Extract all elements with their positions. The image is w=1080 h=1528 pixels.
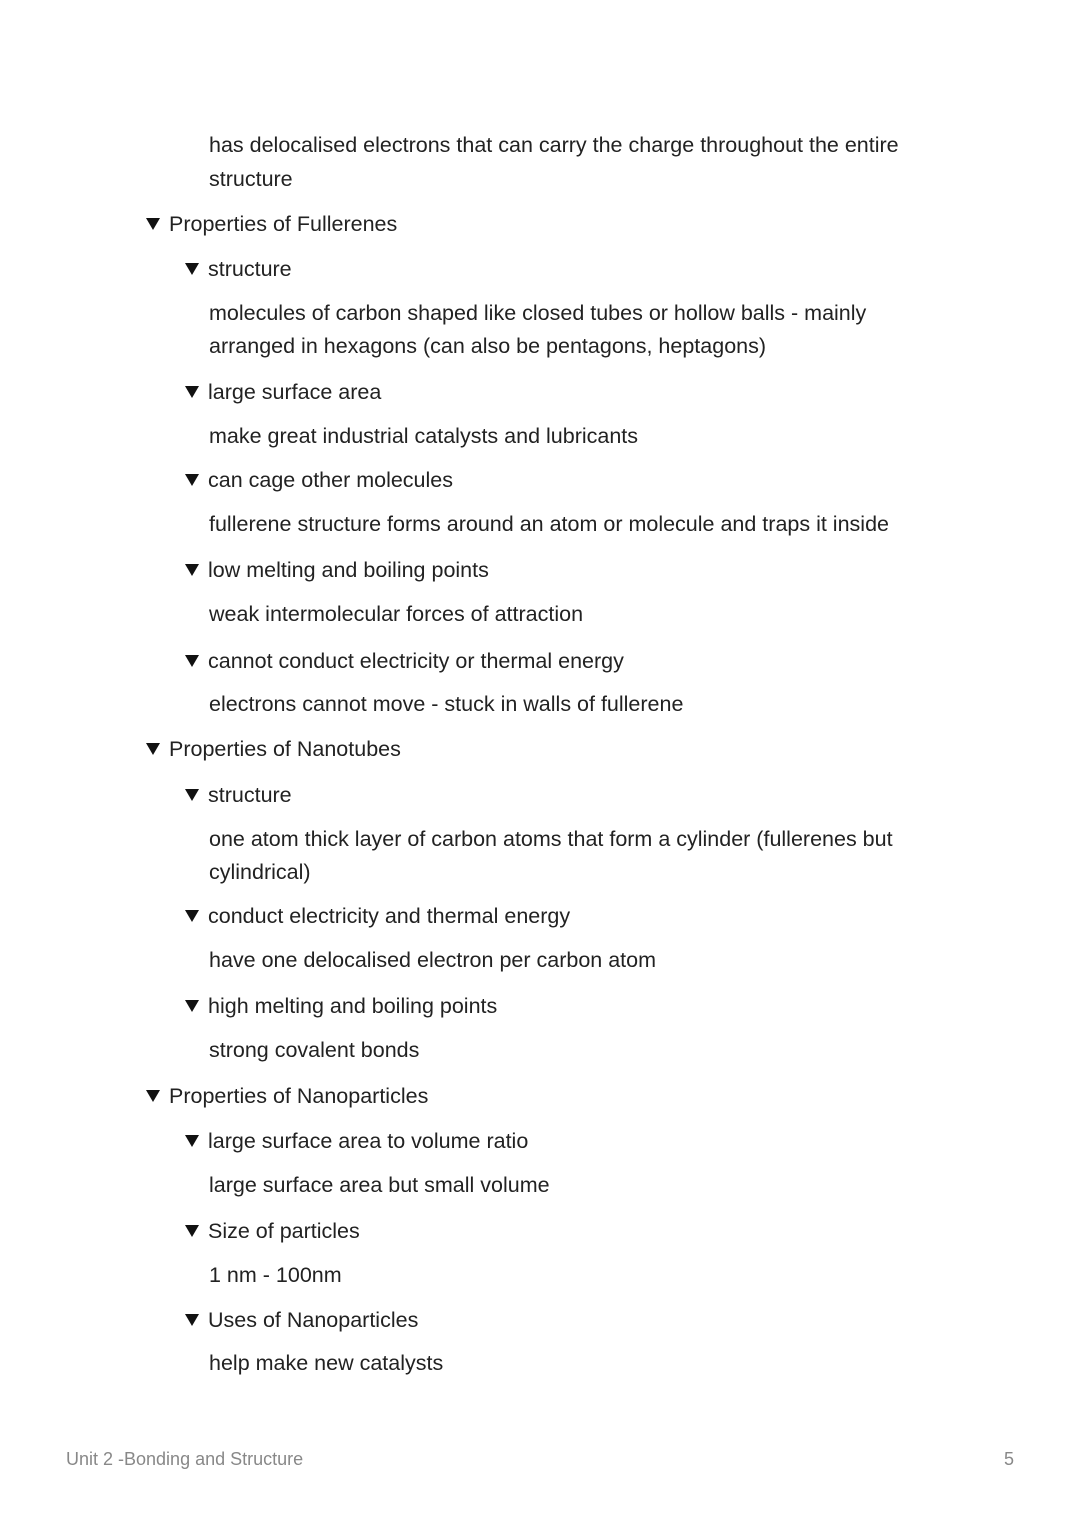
- collapse-triangle-icon[interactable]: [146, 218, 160, 230]
- collapse-triangle-icon[interactable]: [185, 1000, 199, 1012]
- collapse-triangle-icon[interactable]: [146, 1090, 160, 1102]
- continuation-text-line-1: has delocalised electrons that can carry the charge throughout the entire: [209, 133, 899, 157]
- item-description: electrons cannot move - stuck in walls of fullerene: [209, 692, 684, 716]
- item-description: strong covalent bonds: [209, 1038, 420, 1062]
- item-description: fullerene structure forms around an atom or molecule and traps it inside: [209, 512, 889, 536]
- toggle-item-label: conduct electricity and thermal energy: [208, 904, 571, 928]
- item-description: molecules of carbon shaped like closed tubes or hollow balls - mainly: [209, 301, 867, 325]
- item-description: 1 nm - 100nm: [209, 1263, 342, 1287]
- item-description: have one delocalised electron per carbon atom: [209, 948, 657, 972]
- collapse-triangle-icon[interactable]: [185, 910, 199, 922]
- footer-page-number: 5: [1004, 1449, 1015, 1469]
- toggle-item-label: large surface area: [208, 380, 382, 404]
- collapse-triangle-icon[interactable]: [185, 789, 199, 801]
- collapse-triangle-icon[interactable]: [185, 655, 199, 667]
- item-description: weak intermolecular forces of attraction: [209, 602, 584, 626]
- collapse-triangle-icon[interactable]: [185, 263, 199, 275]
- collapse-triangle-icon[interactable]: [146, 743, 160, 755]
- toggle-item-label: Size of particles: [208, 1219, 360, 1243]
- collapse-triangle-icon[interactable]: [185, 386, 199, 398]
- item-description: make great industrial catalysts and lubricants: [209, 424, 639, 448]
- item-description: large surface area but small volume: [209, 1173, 550, 1197]
- item-description: help make new catalysts: [209, 1351, 444, 1375]
- toggle-item-label: can cage other molecules: [208, 468, 454, 492]
- section-title: Properties of Nanotubes: [169, 737, 401, 761]
- collapse-triangle-icon[interactable]: [185, 1314, 199, 1326]
- footer-unit-title: Unit 2 -Bonding and Structure: [66, 1449, 304, 1469]
- toggle-item-label: structure: [208, 257, 292, 281]
- collapse-triangle-icon[interactable]: [185, 1225, 199, 1237]
- toggle-item-label: structure: [208, 783, 292, 807]
- toggle-item-label: large surface area to volume ratio: [208, 1129, 529, 1153]
- toggle-item-label: high melting and boiling points: [208, 994, 498, 1018]
- collapse-triangle-icon[interactable]: [185, 474, 199, 486]
- collapse-triangle-icon[interactable]: [185, 1135, 199, 1147]
- section-title: Properties of Nanoparticles: [169, 1084, 429, 1108]
- section-title: Properties of Fullerenes: [169, 212, 398, 236]
- toggle-item-label: low melting and boiling points: [208, 558, 489, 582]
- item-description: cylindrical): [209, 860, 311, 884]
- item-description: one atom thick layer of carbon atoms that form a cylinder (fullerenes but: [209, 827, 893, 851]
- item-description: arranged in hexagons (can also be pentagons, heptagons): [209, 334, 767, 358]
- continuation-text-line-2: structure: [209, 167, 293, 191]
- toggle-item-label: Uses of Nanoparticles: [208, 1308, 419, 1332]
- collapse-triangle-icon[interactable]: [185, 564, 199, 576]
- toggle-item-label: cannot conduct electricity or thermal energy: [208, 649, 624, 673]
